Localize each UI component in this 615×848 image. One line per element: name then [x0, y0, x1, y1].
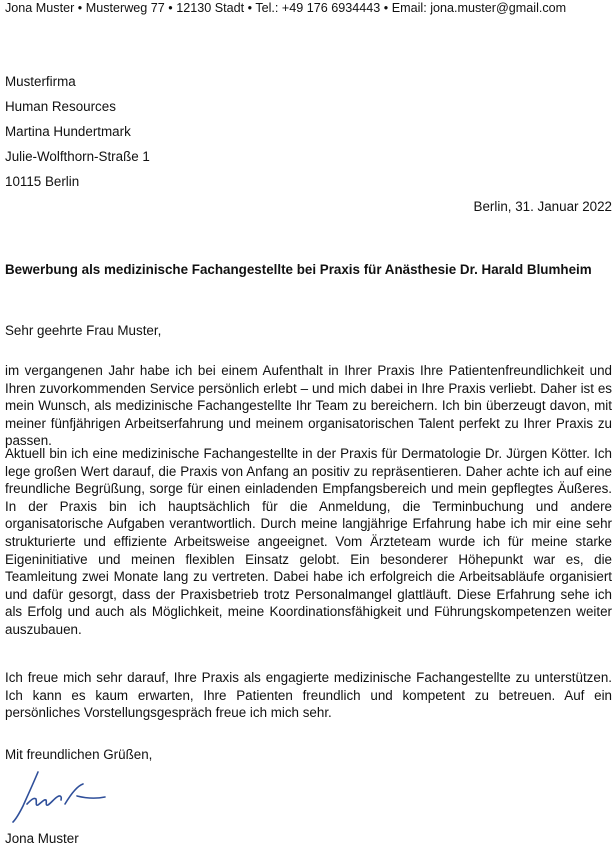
body-paragraph-3: Ich freue mich sehr darauf, Ihre Praxis als engagierte medizinische Fachangestellte zu unterstützen. Ich kann es kaum erwarten, Ihre Patienten freundlich und kompetent zu betreuen. Auf ein persönliches Vorstellungsgespräch freue ich mich sehr. — [5, 670, 612, 721]
handwritten-signature — [5, 764, 115, 826]
closing-phrase: Mit freundlichen Grüßen, — [5, 747, 153, 762]
salutation: Sehr geehrte Frau Muster, — [5, 323, 162, 338]
recipient-company: Musterfirma — [5, 74, 76, 89]
letter-date: Berlin, 31. Januar 2022 — [473, 199, 612, 214]
recipient-street: Julie-Wolfthorn-Straße 1 — [5, 149, 150, 164]
sender-address-line: Jona Muster • Musterweg 77 • 12130 Stadt • Tel.: +49 176 6934443 • Email: jona.muster@gmail.com — [5, 1, 567, 15]
recipient-department: Human Resources — [5, 99, 116, 114]
signer-name: Jona Muster — [5, 831, 79, 846]
signature-stroke — [13, 772, 105, 822]
body-paragraph-2: Aktuell bin ich eine medizinische Fachangestellte in der Praxis für Dermatologie Dr. Jürgen Kötter. Ich lege großen Wert darauf, die Praxis von Anfang an positiv zu repräsentieren. Daher achte ich auf eine freundliche Begrüßung, sorge für einen einladenden Empfangsbereich und mein gepflegtes Äußeres. In der Praxis bin ich hauptsächlich für die Anmeldung, die Terminbuchung und andere organisatorische Aufgaben verantwortlich. Durch meine langjährige Erfahrung habe ich mir eine sehr strukturierte und effiziente Arbeitsweise angeeignet. Vom Ärzteteam wurde ich für meine starke Eigeninitiative und meinen flexiblen Einsatz gelobt. Ein besonderer Höhepunkt war es, die Teamleitung zwei Monate lang zu vertreten. Dabei habe ich erfolgreich die Arbeitsabläufe organisiert und dafür gesorgt, dass der Praxisbetrieb trotz Personalmangel glattläuft. Diese Erfahrung sehe ich als Erfolg und auch als Möglichkeit, meine Koordinationsfähigkeit und Führungskompetenzen weiter auszubauen. — [5, 446, 612, 637]
body-paragraph-1: im vergangenen Jahr habe ich bei einem Aufenthalt in Ihrer Praxis Ihre Patientenfreundlichkeit und Ihren zuvorkommenden Service persönlich erlebt – und mich dabei in Ihre Praxis verliebt. Daher ist es mein Wunsch, als medizinische Fachangestellte Ihr Team zu bereichern. Ich bin überzeugt davon, mit meiner fünfjährigen Arbeitserfahrung und meinem organisatorischen Talent perfekt zu Ihrer Praxis zu passen. — [5, 363, 612, 449]
recipient-address-block — [5, 72, 150, 197]
recipient-city: 10115 Berlin — [5, 174, 80, 189]
letter-subject: Bewerbung als medizinische Fachangestellte bei Praxis für Anästhesie Dr. Harald Blumheim — [5, 262, 592, 277]
recipient-name: Martina Hundertmark — [5, 124, 131, 139]
